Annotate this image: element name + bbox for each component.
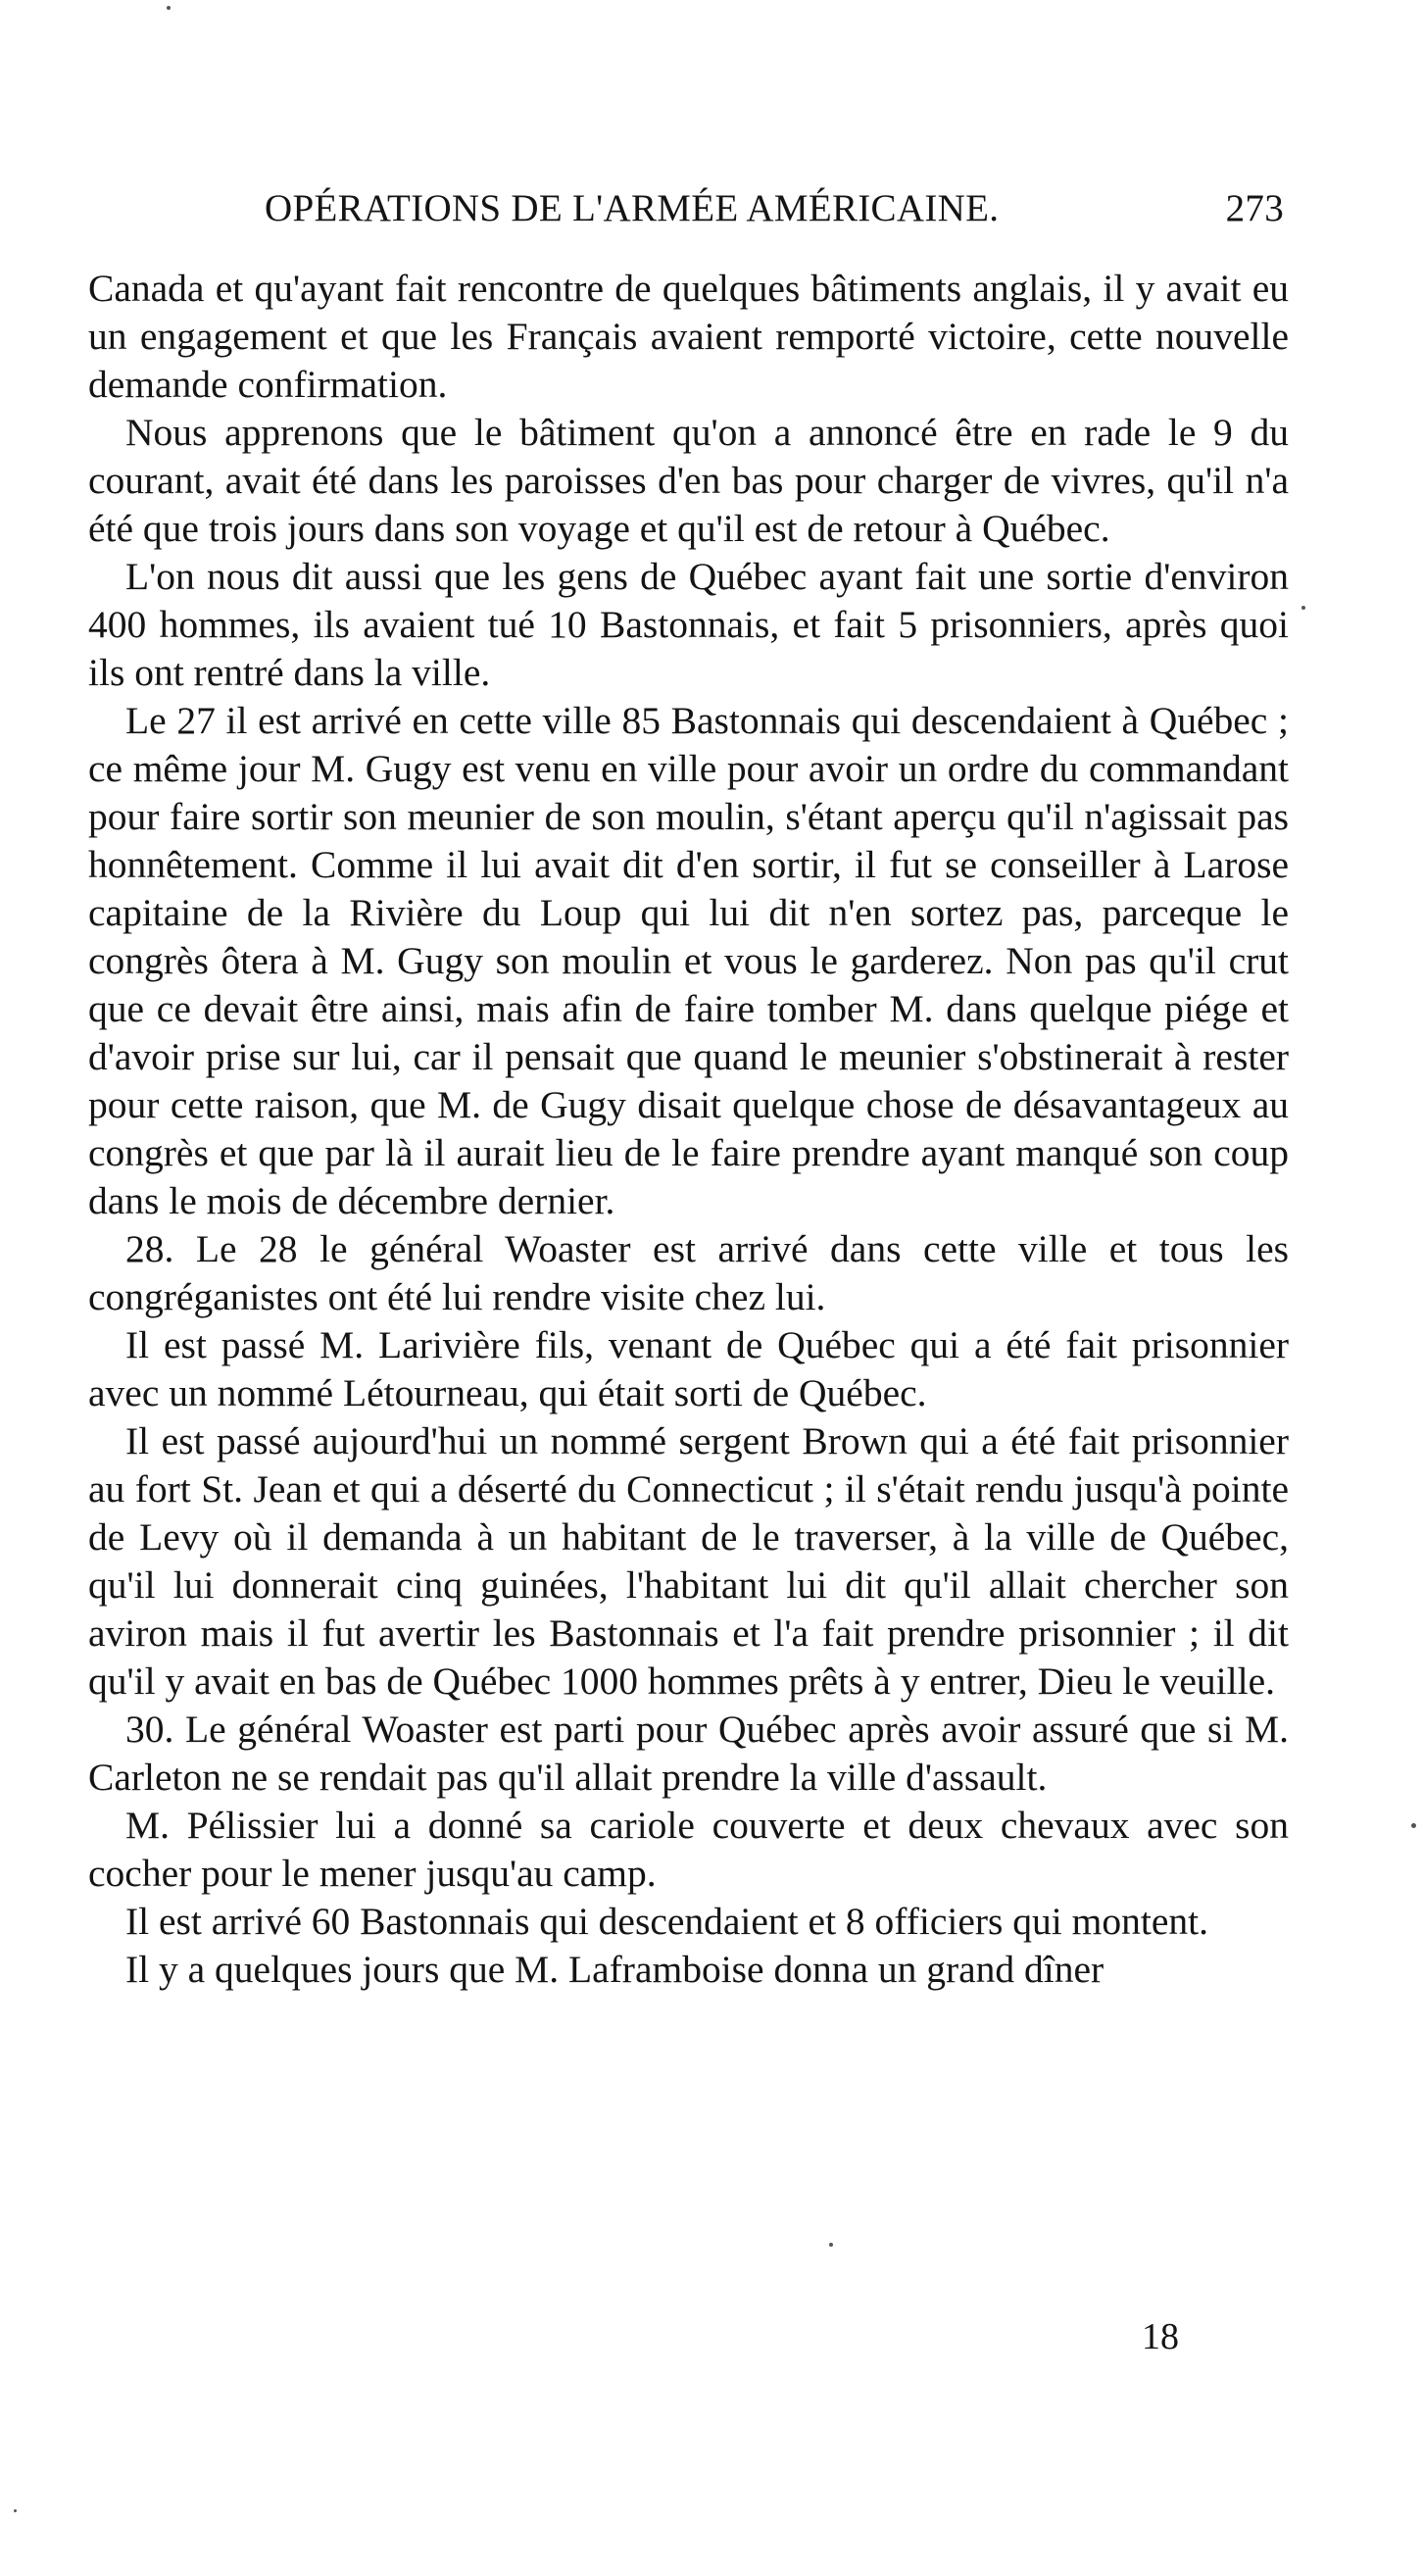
paper-speck [14,2509,17,2512]
signature-mark: 18 [1142,2316,1179,2357]
running-header [265,186,1284,245]
paragraph: 28. Le 28 le général Woaster est arrivé dans cette ville et tous les congréganistes ont été lui rendre visite chez lui. [88,1227,1289,1318]
paper-speck [829,2243,833,2247]
paper-speck [1411,1823,1416,1828]
paragraph: Il est passé M. Larivière fils, venant de Québec qui a été fait prisonnier avec un nommé Létourneau, qui était sorti de Québec. [88,1323,1289,1414]
paragraph: Il y a quelques jours que M. Laframboise donna un grand dîner [125,1948,1104,1991]
body-text [88,265,1289,1994]
paragraph: L'on nous dit aussi que les gens de Québec ayant fait une sortie d'environ 400 hommes, ils avaient tué 10 Bastonnais, et fait 5 prisonniers, après quoi ils ont rentré dans la ville. [88,555,1289,694]
running-title: OPÉRATIONS DE L'ARMÉE AMÉRICAINE. [265,187,1000,229]
paper-speck [1301,606,1305,610]
paragraph: 30. Le général Woaster est parti pour Québec après avoir assuré que si M. Carleton ne se rendait pas qu'il allait prendre la ville d'assault. [88,1708,1289,1799]
paragraph: Le 27 il est arrivé en cette ville 85 Bastonnais qui descendaient à Québec ; ce même jour M. Gugy est venu en ville pour avoir un ordre du commandant pour faire sortir son meunier de son moulin, s'étant aperçu qu'il n'agissait pas honnêtement. Comme il lui avait dit d'en sortir, il fut se conseiller à Larose capitaine de la Rivière du Loup qui lui dit n'en sortez pas, parceque le congrès ôtera à M. Gugy son moulin et vous le garderez. Non pas qu'il crut que ce devait être ainsi, mais afin de faire tomber M. dans quelque piége et d'avoir prise sur lui, car il pensait que quand le meunier s'obstinerait à rester pour cette raison, que M. de Gugy disait quelque chose de désavantageux au congrès et que par là il aurait lieu de le faire prendre ayant manqué son coup dans le mois de décembre dernier. [88,699,1289,1222]
paragraph: Il est passé aujourd'hui un nommé sergent Brown qui a été fait prisonnier au fort St. Jean et qui a déserté du Connecticut ; il s'était rendu jusqu'à pointe de Levy où il demanda à un habitant de le traverser, à la ville de Québec, qu'il lui donnerait cinq guinées, l'habitant lui dit qu'il allait chercher son aviron mais il fut avertir les Bastonnais et l'a fait prendre prisonnier ; il dit qu'il y avait en bas de Québec 1000 hommes prêts à y entrer, Dieu le veuille. [88,1419,1289,1703]
paragraph: Nous apprenons que le bâtiment qu'on a annoncé être en rade le 9 du courant, avait été dans les paroisses d'en bas pour charger de vivres, qu'il n'a été que trois jours dans son voyage et qu'il est de retour à Québec. [88,411,1289,550]
paragraph: Il est arrivé 60 Bastonnais qui descendaient et 8 officiers qui montent. [125,1900,1208,1943]
paragraph: M. Pélissier lui a donné sa cariole couverte et deux chevaux avec son cocher pour le mener jusqu'au camp. [88,1804,1289,1895]
paper-speck [167,6,171,10]
page-number: 273 [1225,187,1284,229]
paragraph: Canada et qu'ayant fait rencontre de quelques bâtiments anglais, il y avait eu un engagement et que les Français avaient remporté victoire, cette nouvelle demande confirmation. [88,267,1289,406]
